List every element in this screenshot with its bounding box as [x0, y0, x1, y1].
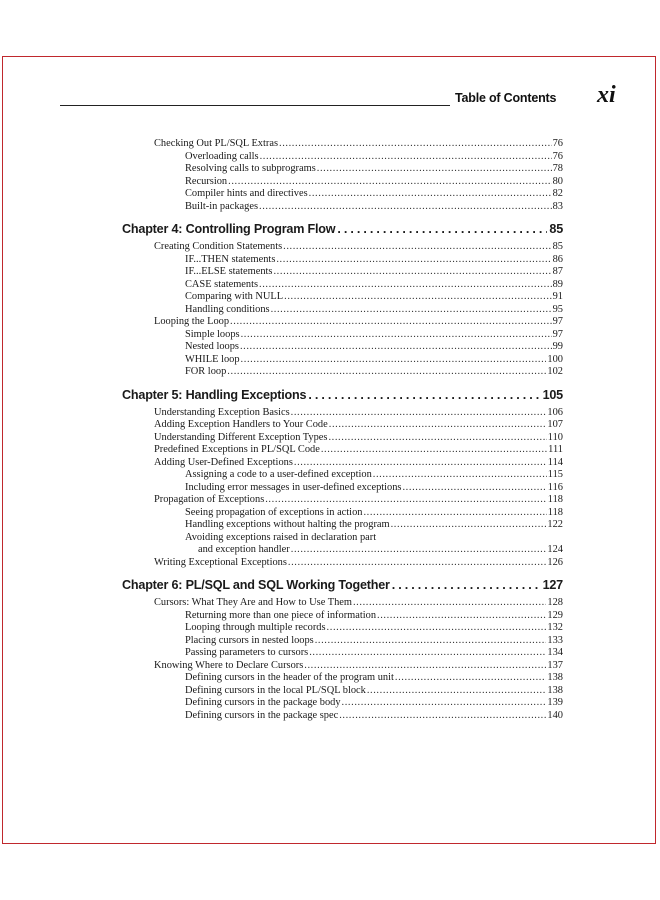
entry-title: Built-in packages — [185, 200, 259, 212]
entry-title: Adding User-Defined Exceptions — [154, 456, 293, 468]
dot-leader — [284, 291, 551, 304]
dot-leader — [291, 407, 547, 420]
toc-entry[interactable] — [154, 419, 563, 432]
toc-entry[interactable] — [154, 494, 563, 507]
chapter-page-number: 127 — [542, 578, 563, 592]
entry-page-number: 95 — [552, 303, 563, 315]
entry-title: Nested loops — [185, 341, 239, 352]
toc-entry[interactable] — [185, 469, 563, 482]
entry-title: Adding Exception Handlers to Your Code — [154, 419, 328, 430]
entry-title: Overloading calls — [185, 150, 259, 162]
entry-title: Returning more than one piece of information — [185, 609, 377, 621]
entry-page-number: 138 — [547, 684, 563, 696]
entry-page-number: 107 — [547, 419, 563, 430]
entry-title: Resolving calls to subprograms — [185, 163, 316, 174]
entry-page-number: 138 — [547, 672, 563, 683]
dot-leader — [265, 494, 547, 507]
toc-entry[interactable] — [185, 672, 563, 685]
toc-entry[interactable] — [154, 138, 563, 151]
entry-title: Defining cursors in the header of the program unit — [185, 672, 394, 683]
entry-title: Defining cursors in the package body — [185, 697, 341, 708]
entry-page-number: 80 — [552, 175, 563, 187]
entry-title: Defining cursors in the local PL/SQL block — [185, 684, 366, 696]
toc-entry[interactable] — [185, 507, 563, 520]
chapter-page-number: 85 — [549, 222, 563, 236]
toc-entry[interactable] — [185, 176, 563, 189]
dot-leader — [392, 577, 541, 594]
dot-leader — [339, 710, 546, 723]
entry-page-number: 78 — [552, 163, 563, 174]
entry-title: Comparing with NULL — [185, 291, 284, 302]
entry-title: Compiler hints and directives — [185, 188, 308, 199]
dot-leader — [308, 387, 540, 404]
dot-leader — [328, 432, 546, 445]
entry-title: Knowing Where to Declare Cursors — [154, 659, 304, 671]
toc-entry[interactable] — [185, 329, 563, 342]
entry-page-number: 133 — [547, 634, 563, 646]
toc-entry[interactable] — [185, 304, 563, 317]
entry-title: Simple loops — [185, 328, 240, 340]
entry-page-number: 102 — [547, 366, 563, 377]
toc-chapter-heading[interactable] — [122, 387, 563, 404]
toc-entry[interactable] — [154, 597, 563, 610]
toc-entry[interactable] — [154, 557, 563, 570]
entry-page-number: 114 — [547, 456, 563, 468]
entry-title: Understanding Exception Basics — [154, 406, 290, 418]
toc-entry[interactable] — [185, 685, 563, 698]
chapter-spacer — [0, 569, 660, 577]
dot-leader — [271, 304, 552, 317]
entry-title: Writing Exceptional Exceptions — [154, 556, 287, 568]
dot-leader — [315, 635, 547, 648]
entry-page-number: 86 — [552, 253, 563, 265]
toc-entry[interactable] — [185, 291, 563, 304]
toc-entry[interactable] — [185, 366, 563, 379]
dot-leader — [259, 279, 552, 292]
dot-leader — [241, 329, 552, 342]
toc-entry[interactable] — [185, 266, 563, 279]
entry-page-number: 115 — [547, 469, 563, 480]
toc-chapter-heading[interactable] — [122, 577, 563, 594]
entry-page-number: 116 — [547, 481, 563, 493]
entry-title: Avoiding exceptions raised in declaration part — [185, 531, 377, 543]
entry-title: FOR loop — [185, 366, 227, 377]
entry-title: Handling exceptions without halting the program — [185, 519, 390, 530]
entry-title: Checking Out PL/SQL Extras — [154, 138, 279, 149]
dot-leader — [259, 201, 552, 214]
entry-title: Cursors: What They Are and How to Use Them — [154, 597, 352, 608]
toc-entry[interactable] — [185, 201, 563, 214]
dot-leader — [260, 151, 552, 164]
entry-title: Handling conditions — [185, 303, 270, 315]
chapter-spacer — [0, 379, 660, 387]
dot-leader — [294, 457, 547, 470]
toc-entry[interactable] — [185, 647, 563, 660]
running-header-title: Table of Contents — [455, 91, 557, 105]
toc-entry[interactable] — [185, 151, 563, 164]
toc-entry[interactable] — [154, 432, 563, 445]
toc-entry[interactable] — [185, 341, 563, 354]
toc-entry[interactable] — [154, 241, 563, 254]
entry-title: Understanding Different Exception Types — [154, 431, 328, 443]
dot-leader — [240, 341, 552, 354]
dot-leader — [367, 685, 547, 698]
toc-entry[interactable] — [185, 354, 563, 367]
entry-title: Looping the Loop — [154, 316, 230, 327]
dot-leader — [337, 221, 547, 238]
entry-title: Including error messages in user-defined exceptions — [185, 481, 402, 493]
dot-leader — [283, 241, 551, 254]
entry-page-number: 118 — [547, 494, 563, 505]
toc-entry[interactable] — [185, 163, 563, 176]
entry-title: Propagation of Exceptions — [154, 494, 265, 505]
entry-page-number: 118 — [547, 506, 563, 518]
entry-title: Looping through multiple records — [185, 622, 326, 633]
dot-leader — [273, 266, 551, 279]
entry-page-number: 139 — [547, 697, 563, 708]
chapter-title: Chapter 4: Controlling Program Flow — [122, 222, 336, 236]
toc-entry[interactable] — [154, 316, 563, 329]
toc-entry[interactable] — [154, 444, 563, 457]
dot-leader — [227, 366, 546, 379]
entry-title: WHILE loop — [185, 353, 240, 365]
entry-page-number: 106 — [547, 406, 563, 418]
entry-page-number: 99 — [552, 341, 563, 352]
toc-entry[interactable] — [185, 188, 563, 201]
toc-chapter-heading[interactable] — [122, 221, 563, 238]
entry-page-number: 82 — [552, 188, 563, 199]
toc-entry[interactable] — [185, 622, 563, 635]
toc-entry[interactable] — [185, 635, 563, 648]
entry-page-number: 85 — [552, 241, 563, 252]
toc-entry[interactable] — [185, 254, 563, 267]
toc-entry[interactable] — [185, 279, 563, 292]
dot-leader — [377, 610, 546, 623]
dot-leader — [304, 660, 546, 673]
chapter-title: Chapter 6: PL/SQL and SQL Working Together — [122, 578, 390, 592]
dot-leader — [373, 469, 547, 482]
entry-page-number: 97 — [552, 328, 563, 340]
entry-title: Defining cursors in the package spec — [185, 709, 339, 721]
entry-page-number: 76 — [552, 138, 563, 149]
entry-page-number: 126 — [547, 556, 563, 568]
toc-entry[interactable] — [185, 610, 563, 623]
entry-page-number: 128 — [547, 597, 563, 608]
dot-leader — [321, 444, 547, 457]
entry-title: IF...THEN statements — [185, 253, 276, 265]
entry-title: Recursion — [185, 175, 228, 187]
entry-page-number: 111 — [548, 444, 563, 455]
dot-leader — [276, 254, 551, 267]
entry-page-number: 83 — [552, 200, 563, 212]
dot-leader — [402, 482, 546, 495]
toc-entry[interactable] — [185, 482, 563, 495]
entry-title: Seeing propagation of exceptions in action — [185, 506, 363, 518]
entry-page-number: 129 — [547, 609, 563, 621]
entry-page-number: 137 — [547, 659, 563, 671]
dot-leader — [309, 188, 552, 201]
toc-entry[interactable] — [154, 407, 563, 420]
header-rule — [60, 105, 450, 106]
toc-entry[interactable] — [154, 660, 563, 673]
entry-page-number: 122 — [547, 519, 563, 530]
entry-page-number: 134 — [547, 647, 563, 658]
entry-page-number: 124 — [547, 544, 563, 555]
table-of-contents — [0, 138, 660, 722]
entry-title: Placing cursors in nested loops — [185, 634, 314, 646]
dot-leader — [309, 647, 546, 660]
dot-leader — [230, 316, 552, 329]
dot-leader — [353, 597, 546, 610]
entry-page-number: 91 — [552, 291, 563, 302]
toc-entry[interactable] — [185, 519, 563, 532]
dot-leader — [317, 163, 552, 176]
entry-page-number: 87 — [552, 266, 563, 277]
entry-title: Assigning a code to a user-defined exception — [185, 469, 372, 480]
dot-leader — [288, 557, 547, 570]
chapter-page-number: 105 — [542, 387, 563, 402]
entry-title: IF...ELSE statements — [185, 266, 273, 277]
chapter-title: Chapter 5: Handling Exceptions — [122, 387, 307, 402]
entry-page-number: 100 — [547, 353, 563, 365]
dot-leader — [329, 419, 547, 432]
toc-entry[interactable] — [185, 532, 563, 545]
dot-leader — [342, 697, 547, 710]
entry-title: CASE statements — [185, 278, 259, 290]
toc-entry[interactable] — [185, 710, 563, 723]
dot-leader — [363, 507, 546, 520]
dot-leader — [391, 519, 547, 532]
dot-leader — [279, 138, 552, 151]
entry-page-number: 76 — [552, 150, 563, 162]
entry-page-number: 110 — [547, 431, 563, 443]
entry-title: and exception handler — [198, 544, 290, 555]
dot-leader — [395, 672, 547, 685]
dot-leader — [291, 544, 547, 557]
entry-page-number: 89 — [552, 278, 563, 290]
toc-entry[interactable] — [198, 544, 563, 557]
page-number: xi — [597, 82, 616, 108]
entry-title: Predefined Exceptions in PL/SQL Code — [154, 444, 320, 455]
entry-title: Creating Condition Statements — [154, 241, 283, 252]
dot-leader — [241, 354, 547, 367]
entry-page-number: 97 — [552, 316, 563, 327]
dot-leader — [228, 176, 551, 189]
entry-title: Passing parameters to cursors — [185, 647, 309, 658]
toc-entry[interactable] — [154, 457, 563, 470]
chapter-spacer — [0, 213, 660, 221]
toc-entry[interactable] — [185, 697, 563, 710]
dot-leader — [327, 622, 547, 635]
entry-page-number: 132 — [547, 622, 563, 633]
entry-page-number: 140 — [547, 709, 563, 721]
